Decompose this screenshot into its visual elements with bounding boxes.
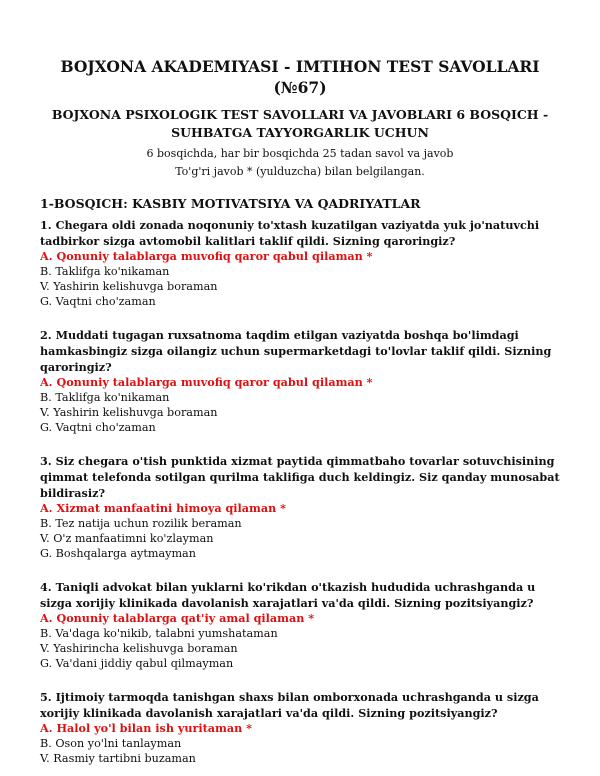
option: G. Vaqtni cho'zaman bbox=[40, 295, 156, 308]
option-correct: A. Qonuniy talablarga muvofiq qaror qabul qilaman * bbox=[40, 249, 373, 263]
question-text: 5. Ijtimoiy tarmoqda tanishgan shaxs bilan omborxonada uchrashganda u sizga xorijiy klinikada davolanish xarajatlari va'da qildi. Sizning pozitsiyangiz? bbox=[40, 690, 539, 720]
question-text: 3. Siz chegara o'tish punktida xizmat paytida qimmatbaho tovarlar sotuvchisining qimmat telefonda sotilgan qurilma taklifiga duch keldingiz. Siz qanday munosabat bildirasiz? bbox=[40, 454, 560, 500]
option-correct: A. Xizmat manfaatini himoya qilaman * bbox=[40, 501, 286, 515]
option: G. Vaqtni cho'zaman bbox=[40, 421, 156, 434]
document-title: BOJXONA AKADEMIYASI - IMTIHON TEST SAVOLLARI (№67) bbox=[60, 57, 540, 97]
option: V. Rasmiy tartibni buzaman bbox=[40, 752, 196, 765]
stages-note: 6 bosqichda, har bir bosqichda 25 tadan savol va javob bbox=[146, 147, 454, 160]
option: G. Boshqalarga aytmayman bbox=[40, 547, 196, 560]
option: B. Taklifga ko'nikaman bbox=[40, 391, 170, 404]
option-correct: A. Halol yo'l bilan ish yuritaman * bbox=[40, 721, 253, 735]
question-2 bbox=[40, 327, 560, 435]
option-correct: A. Qonuniy talablarga qat'iy amal qilaman * bbox=[40, 611, 315, 625]
section-title: 1-BOSQICH: KASBIY MOTIVATSIYA VA QADRIYATLAR bbox=[40, 196, 421, 211]
question-text: 4. Taniqli advokat bilan yuklarni ko'rikdan o'tkazish hududida uchrashganda u sizga xorijiy klinikada davolanish xarajatlari va'da qildi. Sizning pozitsiyangiz? bbox=[40, 580, 536, 610]
option: V. O'z manfaatimni ko'zlayman bbox=[40, 532, 214, 545]
option: B. Taklifga ko'nikaman bbox=[40, 265, 170, 278]
section-stage-1 bbox=[40, 195, 560, 766]
question-1 bbox=[40, 217, 560, 309]
question-5 bbox=[40, 689, 560, 766]
document-subtitle: BOJXONA PSIXOLOGIK TEST SAVOLLARI VA JAVOBLARI 6 BOSQICH - SUHBATGA TAYYORGARLIK UCHUN bbox=[51, 107, 549, 140]
answer-key-note: To'g'ri javob * (yulduzcha) bilan belgilangan. bbox=[175, 165, 425, 178]
option: V. Yashirincha kelishuvga boraman bbox=[40, 642, 238, 655]
option: B. Va'daga ko'nikib, talabni yumshataman bbox=[40, 627, 278, 640]
question-3 bbox=[40, 453, 560, 561]
option: V. Yashirin kelishuvga boraman bbox=[40, 280, 218, 293]
question-text: 1. Chegara oldi zonada noqonuniy to'xtash kuzatilgan vaziyatda yuk jo'natuvchi tadbirkor sizga avtomobil kalitlari taklif qildi. Sizning qaroringiz? bbox=[40, 218, 540, 248]
question-text: 2. Muddati tugagan ruxsatnoma taqdim etilgan vaziyatda boshqa bo'limdagi hamkasbingiz sizga oilangiz uchun supermarketdagi to'lovlar taklif qildi. Sizning qaroringiz? bbox=[40, 328, 552, 374]
option: B. Tez natija uchun rozilik beraman bbox=[40, 517, 242, 530]
option: B. Oson yo'lni tanlayman bbox=[40, 737, 182, 750]
option-correct: A. Qonuniy talablarga muvofiq qaror qabul qilaman * bbox=[40, 375, 373, 389]
question-4 bbox=[40, 579, 560, 671]
option: G. Va'dani jiddiy qabul qilmayman bbox=[40, 657, 234, 670]
option: V. Yashirin kelishuvga boraman bbox=[40, 406, 218, 419]
